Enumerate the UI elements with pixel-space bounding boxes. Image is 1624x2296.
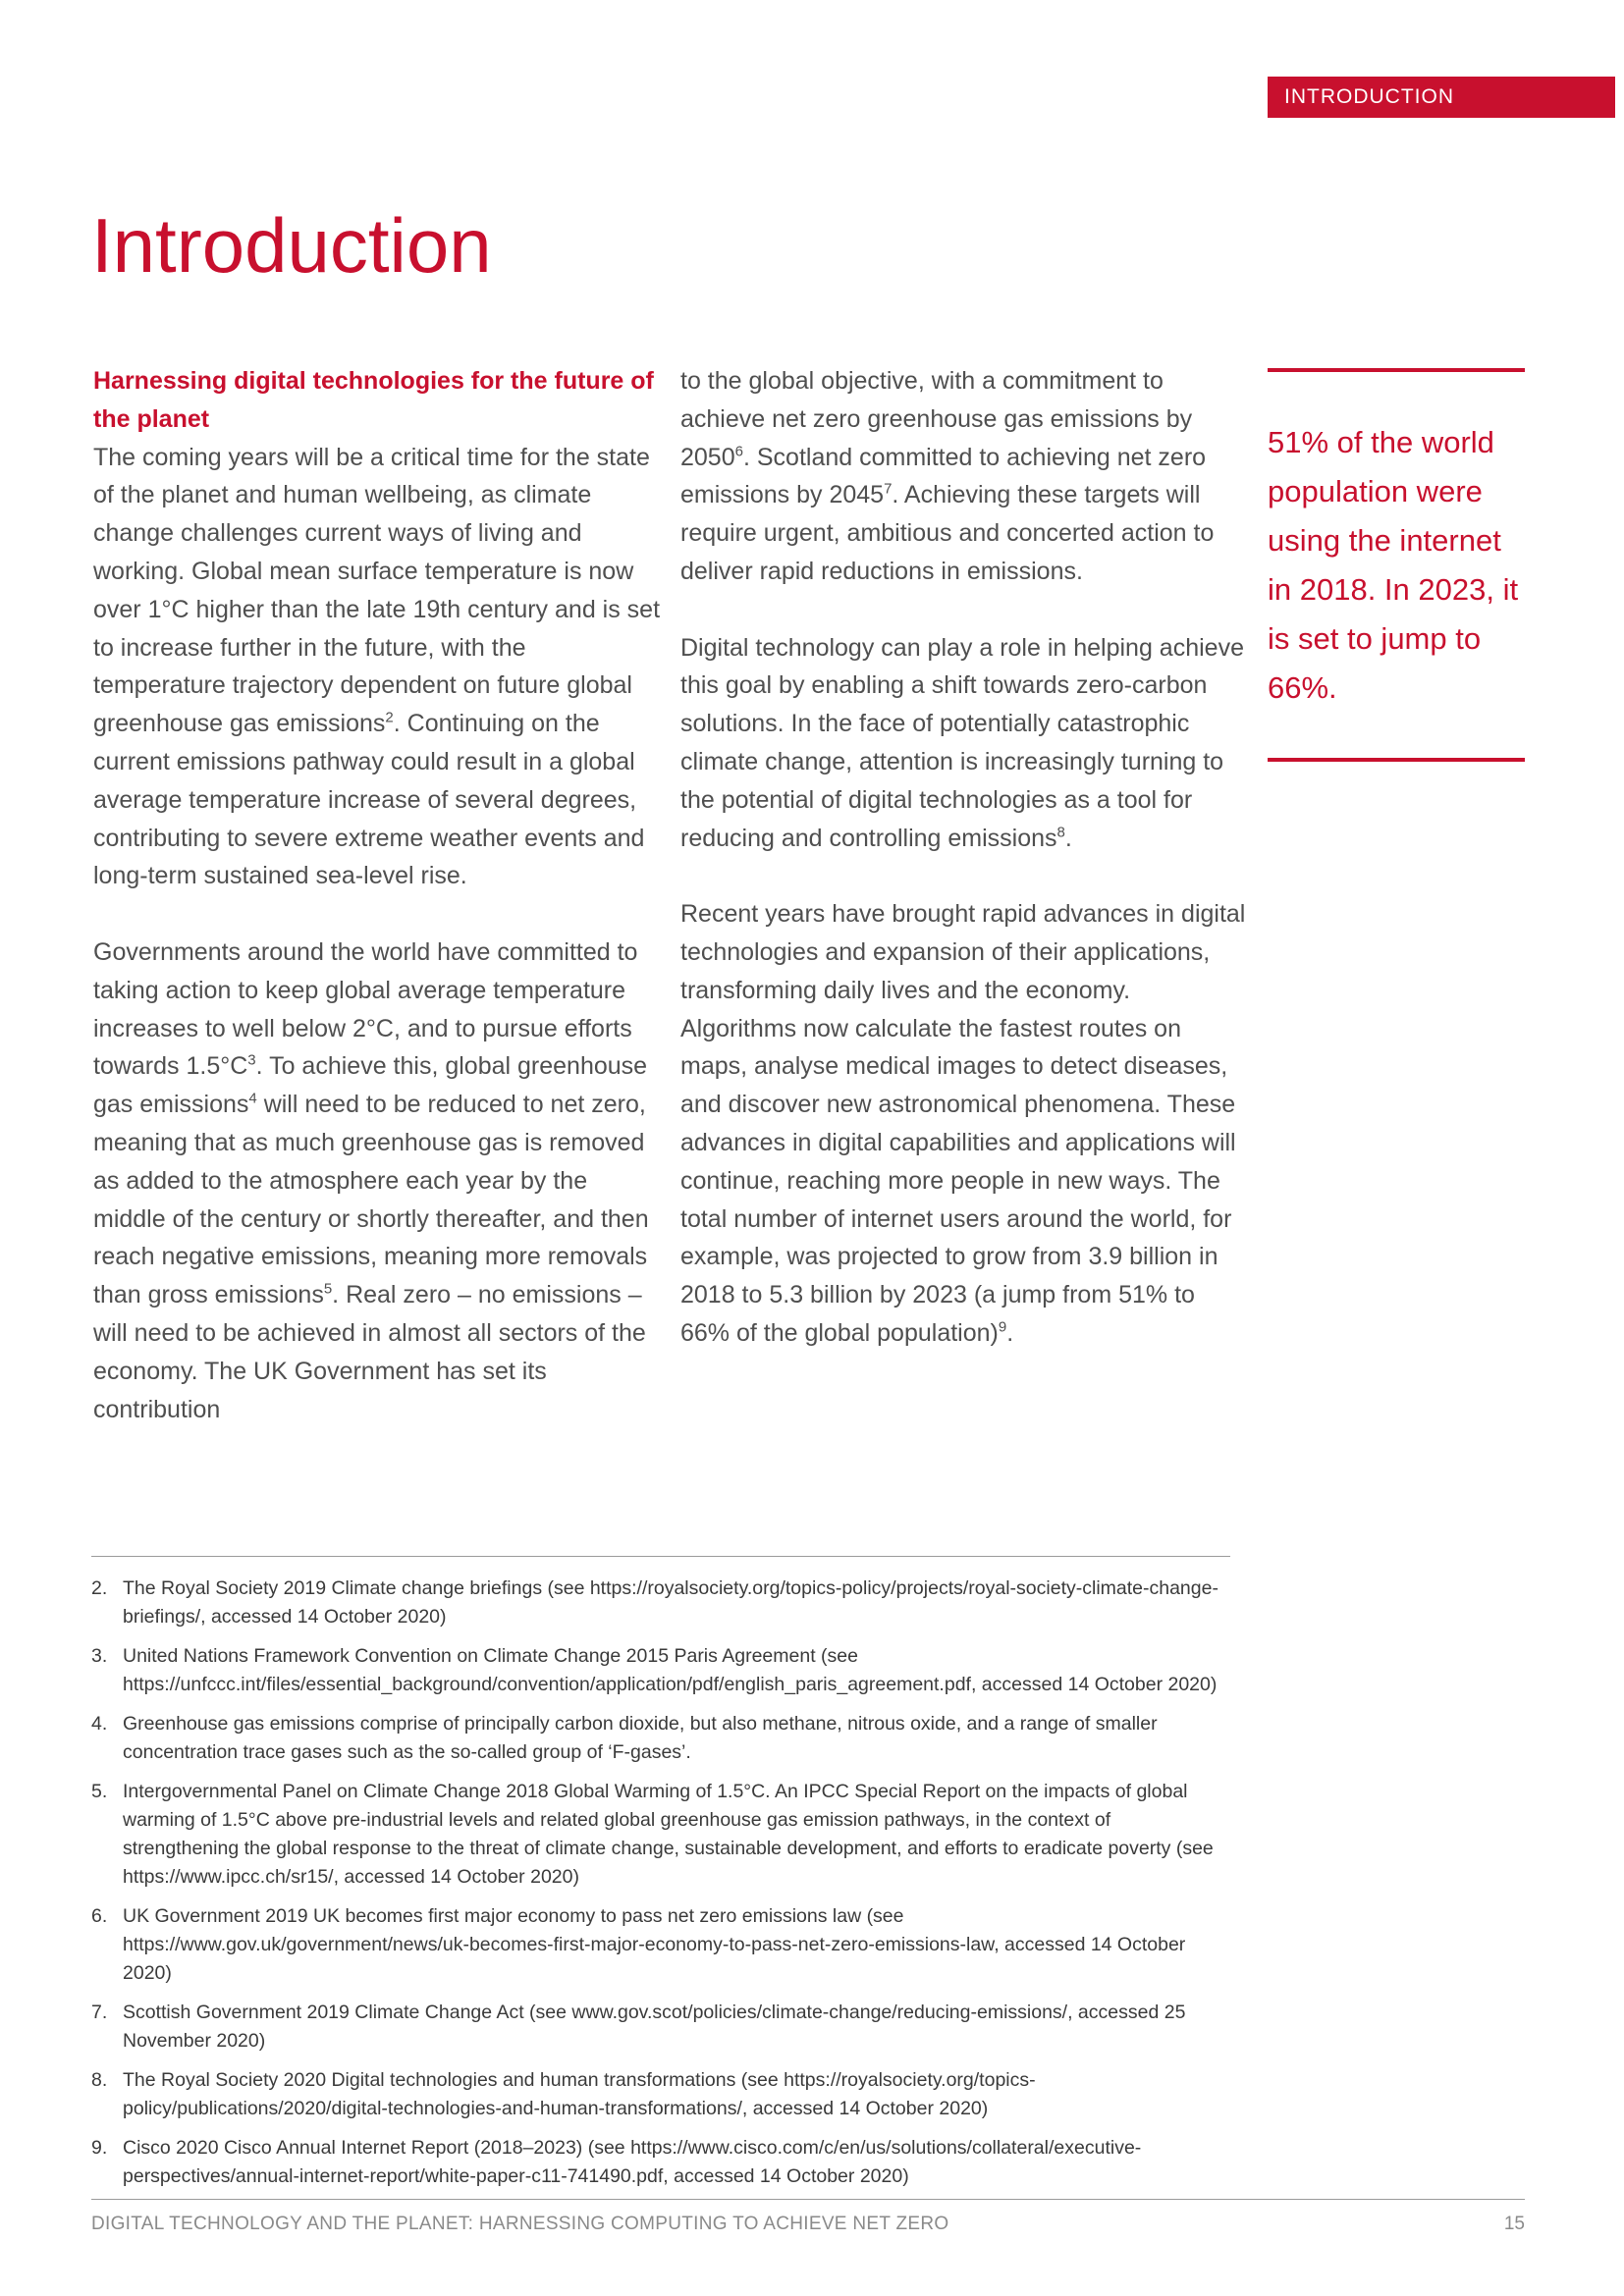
- right-column: [680, 362, 1250, 1353]
- paragraph-text: . Achieving these targets will require urgent, ambitious and concerted action to deliver rapid reductions in emissions.: [680, 481, 1215, 585]
- footnote-text: The Royal Society 2020 Digital technologies and human transformations (see https://royalsociety.org/topics-policy/publications/2020/digital-technologies-and-human-transformations/, accessed 14 October 2020): [123, 2069, 1036, 2119]
- footnote-number: 9.: [91, 2137, 108, 2159]
- footnote-text: Scottish Government 2019 Climate Change Act (see www.gov.scot/policies/climate-change/reducing-emissions/, accessed 25 November 2020): [123, 2002, 1186, 2052]
- paragraph-text: . Continuing on the current emissions pathway could result in a global average temperature increase of several degrees, contributing to severe extreme weather events and long-term sustained sea-level rise.: [93, 710, 645, 890]
- paragraph-text: .: [1006, 1318, 1014, 1347]
- footnote-item: [91, 1642, 1230, 1699]
- footnote-ref[interactable]: 5: [323, 1280, 333, 1298]
- pullquote: [1268, 368, 1525, 762]
- footnote-number: 4.: [91, 1713, 108, 1735]
- footnote-text: Intergovernmental Panel on Climate Change 2018 Global Warming of 1.5°C. An IPCC Special Report on the impacts of global warming of 1.5°C above pre-industrial levels and related global greenhouse gas emission pathways, in the context of strengthening the global response to the threat of climate change, sustainable development, and efforts to eradicate poverty (see https://www.ipcc.ch/sr15/, accessed 14 October 2020): [123, 1781, 1214, 1888]
- paragraph-text: to the global objective, with a commitment to achieve net zero greenhouse gas emissions by 2050: [680, 367, 1193, 471]
- footnote-item: [91, 1575, 1230, 1631]
- footer-title: DIGITAL TECHNOLOGY AND THE PLANET: HARNESSING COMPUTING TO ACHIEVE NET ZERO: [91, 2214, 949, 2234]
- footnote-number: 3.: [91, 1645, 108, 1667]
- footnote-item: [91, 1778, 1230, 1892]
- paragraph-text: . Real zero – no emissions – will need to be achieved in almost all sectors of the economy. The UK Government has set its contribution: [93, 1281, 646, 1423]
- paragraph-text: . To achieve this, global greenhouse gas emissions: [93, 1052, 648, 1119]
- footnote-ref[interactable]: 7: [884, 481, 893, 499]
- footnote-text: Greenhouse gas emissions comprise of principally carbon dioxide, but also methane, nitrous oxide, and a range of smaller concentration trace gases such as the so-called group of ‘F-gases’.: [123, 1713, 1158, 1763]
- footnote-text: The Royal Society 2019 Climate change briefings (see https://royalsociety.org/topics-policy/projects/royal-society-climate-change-briefings/, accessed 14 October 2020): [123, 1577, 1218, 1628]
- footnote-number: 6.: [91, 1905, 108, 1927]
- footnote-ref[interactable]: 2: [385, 709, 394, 726]
- footnote-text: Cisco 2020 Cisco Annual Internet Report (2018–2023) (see https://www.cisco.com/c/en/us/solutions/collateral/executive-perspectives/annual-internet-report/white-paper-c11-741490.pdf, accessed 14 October 2020): [123, 2137, 1142, 2187]
- footnotes-divider: [91, 1556, 1230, 1557]
- paragraph: [93, 362, 663, 895]
- paragraph-text: Governments around the world have committed to taking action to keep global average temperature increases to well below 2°C, and to pursue efforts towards 1.5°C: [93, 937, 638, 1081]
- left-column: [93, 362, 663, 1428]
- paragraph-text: Recent years have brought rapid advances in digital technologies and expansion of their applications, transforming daily lives and the economy. Algorithms now calculate the fastest routes on maps, analyse medical images to detect diseases, and discover new astronomical phenomena. These advances in digital capabilities and applications will continue, reaching more people in new ways. The total number of internet users around the world, for example, was projected to grow from 3.9 billion in 2018 to 5.3 billion by 2023 (a jump from 51% to 66% of the global population): [680, 900, 1246, 1347]
- paragraph: [680, 362, 1250, 591]
- footer-divider: [91, 2199, 1525, 2200]
- footnote-item: [91, 2066, 1230, 2123]
- paragraph-text: The coming years will be a critical time for the state of the planet and human wellbeing, as climate change challenges current ways of living and working. Global mean surface temperature is now over 1°C higher than the late 19th century and is set to increase further in the future, with the temperature trajectory dependent on future global greenhouse gas emissions: [93, 443, 661, 738]
- footnote-item: [91, 1710, 1230, 1767]
- footnote-ref[interactable]: 3: [247, 1052, 256, 1070]
- paragraph-text: Digital technology can play a role in helping achieve this goal by enabling a shift towards zero-carbon solutions. In the face of potentially catastrophic climate change, attention is increasingly turning to the potential of digital technologies as a tool for reducing and controlling emissions: [680, 633, 1244, 852]
- footnote-number: 7.: [91, 2002, 108, 2023]
- paragraph-text: . Scotland committed to achieving net zero emissions by 2045: [680, 443, 1207, 509]
- footnote-text: UK Government 2019 UK becomes first major economy to pass net zero emissions law (see https://www.gov.uk/government/news/uk-becomes-first-major-economy-to-pass-net-zero-emissions-law, accessed 14 October 2020): [123, 1905, 1186, 1984]
- page-number: 15: [1503, 2214, 1525, 2234]
- section-tag: INTRODUCTION: [1268, 77, 1615, 118]
- footnote-item: [91, 1999, 1230, 2056]
- page-title: Introduction: [91, 202, 492, 289]
- footnote-text: United Nations Framework Convention on Climate Change 2015 Paris Agreement (see https://unfccc.int/files/essential_background/convention/application/pdf/english_paris_agreement.pdf, accessed 14 October 2020): [123, 1645, 1218, 1695]
- paragraph: [680, 895, 1250, 1353]
- footnote-item: [91, 2134, 1230, 2191]
- footnote-item: [91, 1902, 1230, 1988]
- paragraph-text: .: [1064, 824, 1072, 852]
- pullquote-text: 51% of the world population were using the internet in 2018. In 2023, it is set to jump to 66%.: [1268, 425, 1519, 705]
- paragraph: [93, 934, 663, 1428]
- footnote-ref[interactable]: 8: [1056, 824, 1065, 841]
- footnote-ref[interactable]: 4: [248, 1090, 257, 1107]
- footnotes-list: [91, 1575, 1230, 2202]
- footnote-ref[interactable]: 9: [998, 1318, 1007, 1336]
- paragraph-text: will need to be reduced to net zero, meaning that as much greenhouse gas is removed as added to the atmosphere each year by the middle of the century or shortly thereafter, and then reach negative emissions, meaning more removals than gross emissions: [93, 1091, 649, 1309]
- footnote-number: 8.: [91, 2069, 108, 2091]
- section-subheading: Harnessing digital technologies for the future of the planet: [93, 367, 654, 433]
- paragraph: [680, 629, 1250, 858]
- footnote-number: 5.: [91, 1781, 108, 1802]
- footnote-ref[interactable]: 6: [734, 443, 743, 460]
- footnote-number: 2.: [91, 1577, 108, 1599]
